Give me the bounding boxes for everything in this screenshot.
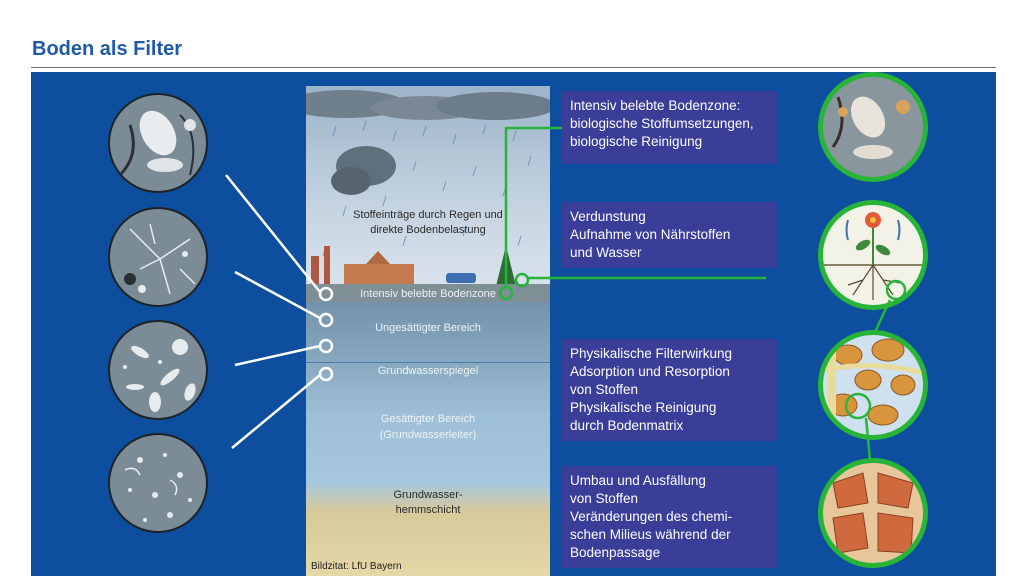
zone-label-unsaturated: Ungesättigter Bereich [375,322,481,334]
green-connector-3 [875,300,890,332]
rain-label-1: Stoffeinträge durch Regen und [353,209,503,221]
leader-line-2 [235,272,320,318]
marker-circle-2 [320,314,332,326]
box2-line3: und Wasser [570,245,642,260]
marker-circle-1 [320,288,332,300]
box3-line2: Adsorption und Resorption [570,364,730,379]
box4-line2: von Stoffen [570,491,639,506]
green-marker-matrix [846,394,870,418]
image-credit: Bildzitat: LfU Bayern [311,561,402,572]
zone-label-water-table: Grundwasserspiegel [377,365,479,377]
box1-line2: biologische Stoffumsetzungen, [570,116,754,131]
green-marker-1 [500,287,512,299]
green-connector-1 [506,128,562,287]
box2-line2: Aufnahme von Nährstoffen [570,227,731,242]
marker-circle-3 [320,340,332,352]
box4-line5: Bodenpassage [570,545,661,560]
zone-label-aquitard-2: hemmschicht [395,504,461,516]
page-title: Boden als Filter [32,38,183,60]
box3-line5: durch Bodenmatrix [570,418,684,433]
box4-line1: Umbau und Ausfällung [570,473,706,488]
leader-line-4 [232,375,320,448]
marker-circle-4 [320,368,332,380]
zone-label-aquitard-1: Grundwasser- [393,489,463,501]
box3-line1: Physikalische Filterwirkung [570,346,733,361]
box3-line3: von Stoffen [570,382,639,397]
box1-line1: Intensiv belebte Bodenzone: [570,98,741,113]
green-marker-2 [516,274,528,286]
zone-label-saturated: Gesättigter Bereich [380,413,476,425]
zone-label-active: Intensiv belebte Bodenzone [360,288,496,300]
green-marker-plant [887,281,905,299]
box4-line4: schen Milieus während der [570,527,731,542]
zone-label-aquifer: (Grundwasserleiter) [379,429,477,441]
box4-line3: Veränderungen des chemi- [570,509,733,524]
leader-line-3 [235,346,320,365]
box2-line1: Verdunstung [570,209,646,224]
rain-label-2: direkte Bodenbelastung [370,224,486,236]
green-connector-4 [866,418,870,460]
box3-line4: Physikalische Reinigung [570,400,717,415]
box1-line3: biologische Reinigung [570,134,703,149]
